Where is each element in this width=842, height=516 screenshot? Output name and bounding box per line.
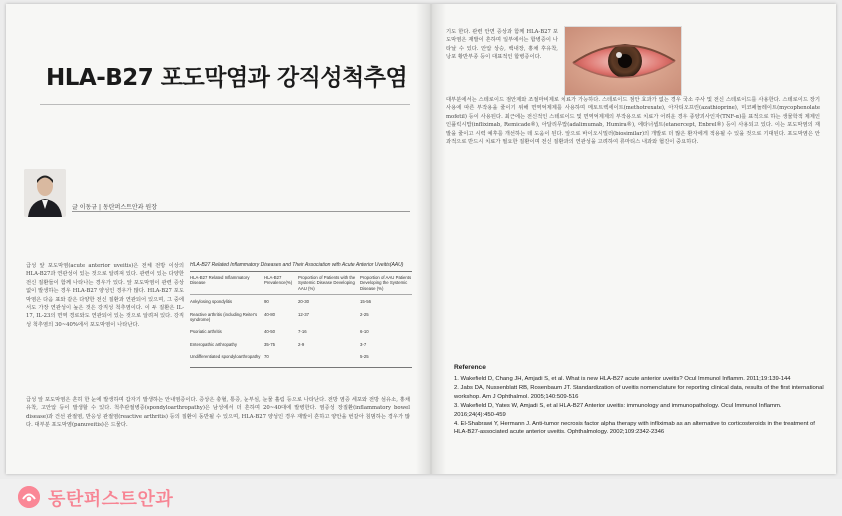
table-row bbox=[190, 312, 412, 323]
treatment-paragraph: 대부분에서는 스테로이드 점안제와 조절마비제로 치료가 가능하다. 스테로이드 점안 효과가 없는 경우 국소 주사 및 전신 스테로이드를 사용한다. 스테로이드 장기 사용에 따른 부작용을 줄이기 위해 면역억제제를 사용하며 메토트렉세이트(methotrexate), 아자티오프린(azathioprine), 미코페놀레이트(mycophenolate mofetil) 등이 사용된다. 최근에는 전신적인 스테로이드 및 면역억제제의 부작용으로 치료가 어려운 경우 종양괴사인자(TNF-α)를 표적으로 하는 생물학적 제제인 인플릭시맙(infliximab, Remicade®), 아달리무맙(adalimumab, Humira®), 에타너셉트(etanercept, Enbrel®) 등이 사용되고 있다. 이는 포도막염의 재발을 줄이고 시력 예후를 개선하는 데 도움이 된다. 앞으로 바이오시밀러(biosimilar)의 개발로 더 많은 환자에게 적용될 수 있을 것으로 기대된다. 포도막염은 안과적으로 반드시 치료가 필요한 질환이며 전신 질환과의 연관성을 고려하여 류마티스 내과와 협진이 중요하다. bbox=[446, 97, 820, 146]
right-page bbox=[436, 4, 836, 474]
reference-item: 2. Jabs DA, Nussenblatt RB, Rosenbaum JT. Standardization of uveitis nomenclature for reporting clinical data, results of the first international workshop. Am J Ophthalmol. 2005;140:509-516 bbox=[454, 385, 824, 400]
table-cell-proportion: 12-37 bbox=[298, 311, 309, 317]
hla-b27-table bbox=[190, 262, 412, 368]
author-credit: 글 이동규 | 동탄퍼스트안과 원장 bbox=[72, 204, 157, 211]
table-header-prevalence: HLA-B27 Prevalence(%) bbox=[264, 275, 293, 286]
table-row bbox=[190, 354, 412, 359]
intro-paragraph: 급성 앞 포도막염(acute anterior uveitis)은 전체 전방 이상의 HLA-B27과 연관성이 있는 것으로 알려져 있다. 관련이 있는 다양한 전신 질환들이 함께 나타나는 경우가 있다. 앞 포도막염이 관련 증상 없이 발생하는 경우 HLA-B27 양성인 경우가 많다. HLA-B27 포도막염은 다음 표와 같은 다양한 전신 질환과 연관되어 있으며, 그 중에서도 가장 연관성이 높은 것은 강직성 척추염이다. 이 두 질환은 IL-17, IL-23의 면역 경로와도 연관되어 있는 것으로 알려져 있다. 강직성 척추염의 30~40%에서 포도막염이 나타난다. bbox=[26, 263, 184, 328]
table-cell-disease: Psoriatic arthritis bbox=[190, 329, 222, 335]
table-cell-prevalence: 40-80 bbox=[264, 311, 275, 317]
magazine-spread bbox=[6, 4, 836, 474]
table-cell-disease: Reactive arthritis (including Reiter's syndrome) bbox=[190, 311, 258, 323]
reference-heading: Reference bbox=[454, 364, 486, 371]
table-header-disease: HLA-B27 Related Inflammatory Disease bbox=[190, 275, 250, 286]
article-title: HLA-B27 포도막염과 강직성척추염 bbox=[46, 65, 408, 91]
author-divider bbox=[72, 211, 410, 212]
table-cell-proportion bbox=[298, 354, 360, 359]
table-cell-prevalence: 35-75 bbox=[264, 341, 275, 347]
table-cell-proportion: 2-9 bbox=[298, 341, 305, 347]
table-row bbox=[190, 329, 412, 334]
table-cell-proportion: 20-30 bbox=[298, 299, 309, 305]
table-cell-disease: Enteropathic arthropathy bbox=[190, 341, 238, 347]
table-cell-disease: Ankylosing spondylitis bbox=[190, 299, 233, 305]
author-photo bbox=[24, 169, 66, 217]
table-cell-aau: 15-56 bbox=[360, 299, 371, 305]
reference-item: 3. Wakefield D, Yates W, Amjadi S, et al HLA-B27 Anterior uveitis: immunology and immunopathology. Ocul Immunol Inflamm. 2016;24(4):450-459 bbox=[454, 403, 782, 418]
table-cell-aau: 6-10 bbox=[360, 329, 369, 335]
table-header bbox=[190, 275, 412, 295]
title-divider bbox=[40, 104, 410, 105]
table-cell-aau: 2-25 bbox=[360, 311, 369, 317]
table-header-proportion: Proportion of Patients with the Systemic Disease Developing AAU (%) bbox=[298, 275, 356, 291]
table-cell-disease: Undifferentiated spondyloarthropathy bbox=[190, 354, 261, 360]
table-cell-proportion: 7-16 bbox=[298, 329, 307, 335]
table-row bbox=[190, 299, 412, 304]
complications-paragraph: 기도 한다. 관련 안면 증상과 함께 HLA-B27 포도막염은 재발이 흔하며 일부에서는 합병증이 나타날 수 있다. 안압 상승, 백내장, 홍채 후유착, 낭포 황반부종 등이 대표적인 합병증이다. bbox=[446, 29, 558, 61]
table-cell-prevalence: 70 bbox=[264, 354, 269, 360]
table-header-aau: Proportion of AAU Patients Developing the Systemic Disease (%) bbox=[360, 275, 412, 291]
table-cell-prevalence: 40-50 bbox=[264, 329, 275, 335]
red-eye-photo bbox=[564, 26, 682, 96]
table-row bbox=[190, 342, 412, 347]
reference-item: 1. Wakefield D, Chang JH, Amjadi S, et al. What is new HLA-B27 acute anterior uveitis? Ocul Immunol Inflamm. 2011;19:139-144 bbox=[454, 376, 791, 382]
reference-list bbox=[454, 364, 824, 438]
clinic-logo-icon bbox=[18, 486, 40, 508]
left-page bbox=[6, 4, 426, 474]
table-cell-prevalence: 90 bbox=[264, 299, 269, 305]
clinic-brand-name: 동탄퍼스트안과 bbox=[48, 489, 174, 510]
clinical-paragraph: 급성 앞 포도막염은 흔히 한 눈에 발생하며 갑자기 발생하는 안내염증이다. 증상은 충혈, 통증, 눈부심, 눈물 흘림 등으로 나타난다. 전방 염증 세포와 전방 섬유소, 홍채유착, 고안압 등이 발생할 수 있다. 척추관절병증(spondyloarthropathy)은 남성에서 더 흔하며 20~40대에 발병한다. 염증성 장질환(inflammatory bowel disease)과 건선 관절염, 반응성 관절염(reactive arthritis) 등의 질환이 동반될 수 있으며, HLA-B27 양성인 경우 재발이 흔하고 양안을 번갈아 침범하는 경우가 많다. 대부분 포도막염(panuveitis)은 드물다. bbox=[26, 397, 410, 429]
table-cell-aau: 3-7 bbox=[360, 341, 367, 347]
reference-item: 4. El-Shabrawi Y, Hermann J. Anti-tumor necrosis factor alpha therapy with infliximab as an alternative to corticosteroids in the treatment of HLA-B27-associated acute anterior uveitis. Ophthalmology. 2002;109:2342-2346 bbox=[454, 421, 815, 436]
table-caption: HLA-B27 Related Inflammatory Diseases and Their Association with Acute Anterior Uveitis(AAU) bbox=[190, 262, 412, 272]
table-bottom-rule bbox=[190, 367, 412, 368]
table-cell-aau: 5-25 bbox=[360, 354, 369, 360]
